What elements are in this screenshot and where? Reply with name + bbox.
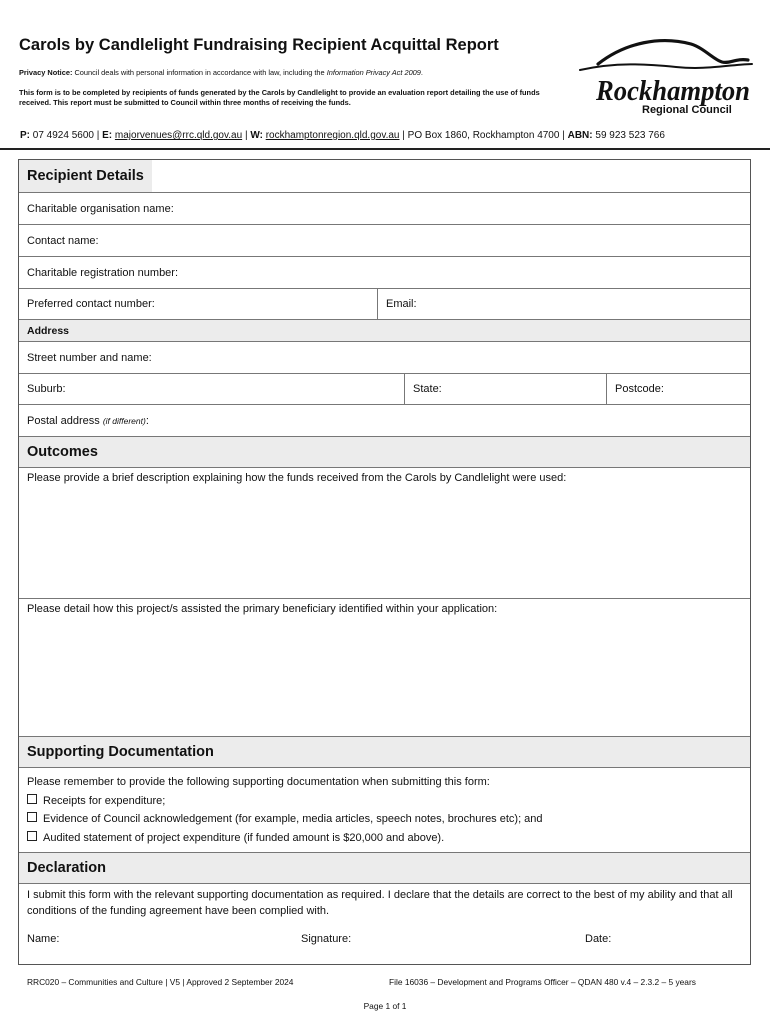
footer-file-info: File 16036 – Development and Programs Officer – QDAN 480 v.4 – 2.3.2 – 5 years: [389, 977, 696, 987]
checklist-item: [27, 829, 543, 848]
checklist-label: Evidence of Council acknowledgement (for example, media articles, speech notes, brochures etc); and: [43, 813, 543, 825]
email-label: E:: [102, 130, 113, 141]
address-subheader: [19, 319, 750, 341]
registration-label: Charitable registration number:: [27, 266, 179, 279]
org-name-field[interactable]: [19, 192, 750, 224]
outcomes-q1-field[interactable]: [19, 467, 750, 598]
date-field[interactable]: Date:: [585, 933, 612, 945]
postal-note: (if different): [102, 415, 146, 426]
contact-line: [20, 130, 665, 141]
header-divider: [0, 148, 770, 150]
state-field[interactable]: State:: [404, 374, 606, 404]
street-field[interactable]: [19, 341, 750, 373]
declaration-text: I submit this form with the relevant supporting documentation as required. I declare that the details are correct to the best of my ability and that all conditions of the funding agreement have been complied with.: [27, 889, 733, 917]
section-header-outcomes: [19, 436, 750, 467]
privacy-text: Council deals with personal information in accordance with law, including the: [72, 68, 327, 77]
intro-text: This form is to be completed by recipients of funds generated by the Carols by Candlelight to provide an evaluation report detailing the use of funds received. This report must be submitted to Council within three months of receiving the funds.: [19, 88, 540, 107]
section-header-recipient: [19, 160, 750, 192]
abn-label: ABN:: [567, 130, 593, 141]
postal-colon: :: [145, 414, 149, 427]
section-header-declaration: [19, 852, 750, 883]
page-title: Carols by Candlelight Fundraising Recipient Acquittal Report: [19, 36, 499, 54]
privacy-end: .: [420, 68, 423, 77]
rockhampton-logo: [576, 34, 754, 116]
po-box: PO Box 1860, Rockhampton 4700: [407, 130, 560, 141]
supporting-intro: Please remember to provide the following supporting documentation when submitting this form:: [27, 776, 490, 788]
declaration-body: [19, 883, 750, 964]
supporting-list: [19, 767, 750, 852]
email-link[interactable]: majorvenues@rrc.qld.gov.au: [114, 130, 243, 141]
declaration-content: [19, 884, 750, 964]
separator: |: [96, 130, 100, 141]
suburb-field[interactable]: Suburb:: [27, 383, 66, 395]
contact-name-field[interactable]: [19, 224, 750, 256]
checklist-label: Audited statement of project expenditure (if funded amount is $20,000 and above).: [43, 831, 445, 844]
name-field[interactable]: Name:: [27, 933, 60, 945]
email-field[interactable]: Email:: [377, 289, 750, 319]
org-name-label: Charitable organisation name:: [27, 202, 174, 215]
phone-number: 07 4924 5600: [32, 130, 94, 141]
postal-text: Postal address: [27, 414, 100, 427]
contact-name-label: Contact name:: [27, 234, 99, 247]
outcomes-q2-field[interactable]: [19, 598, 750, 736]
footer-document-code: RRC020 – Communities and Culture | V5 | Approved 2 September 2024: [27, 977, 294, 987]
postal-label: [19, 405, 157, 436]
separator: |: [402, 130, 405, 141]
page-number: Page 1 of 1: [363, 1001, 407, 1011]
website-link[interactable]: rockhamptonregion.qld.gov.au: [265, 130, 400, 141]
supporting-content: [19, 768, 551, 852]
address-heading: Address: [27, 324, 70, 337]
registration-field[interactable]: [19, 256, 750, 288]
checklist-item: [27, 792, 543, 811]
abn-value: 59 923 523 766: [595, 130, 665, 141]
acquittal-form: [18, 159, 751, 965]
suburb-state-row: [19, 373, 750, 404]
outcomes-q1-label: Please provide a brief description explaining how the funds received from the Carols by Candlelight were used:: [27, 472, 567, 484]
separator: |: [562, 130, 565, 141]
separator: |: [244, 130, 248, 141]
outcomes-q2-label: Please detail how this project/s assisted the primary beneficiary identified within your application:: [27, 603, 498, 615]
phone-label: P:: [20, 130, 30, 141]
web-label: W:: [250, 130, 263, 141]
privacy-notice: [19, 68, 423, 77]
checkbox-audited-statement[interactable]: [27, 831, 37, 841]
recipient-heading: Recipient Details: [19, 160, 152, 192]
phone-email-row: [19, 288, 750, 319]
postcode-field[interactable]: Postcode:: [606, 374, 750, 404]
street-label: Street number and name:: [27, 351, 152, 364]
postal-field[interactable]: [19, 404, 750, 436]
outcomes-heading: Outcomes: [19, 437, 750, 467]
privacy-act: Information Privacy Act 2009: [326, 68, 421, 77]
phone-field[interactable]: Preferred contact number:: [27, 298, 155, 310]
checklist-label: Receipts for expenditure;: [43, 794, 166, 807]
signature-field[interactable]: Signature:: [301, 933, 352, 945]
privacy-label: Privacy Notice:: [19, 68, 73, 77]
declaration-heading: Declaration: [19, 853, 750, 883]
logo-subtitle: Regional Council: [642, 104, 732, 116]
checkbox-acknowledgement[interactable]: [27, 812, 37, 822]
checklist-item: [27, 810, 543, 829]
supporting-heading: Supporting Documentation: [19, 737, 750, 767]
checkbox-receipts[interactable]: [27, 794, 37, 804]
logo-name: Rockhampton: [595, 75, 750, 107]
section-header-supporting: [19, 736, 750, 767]
